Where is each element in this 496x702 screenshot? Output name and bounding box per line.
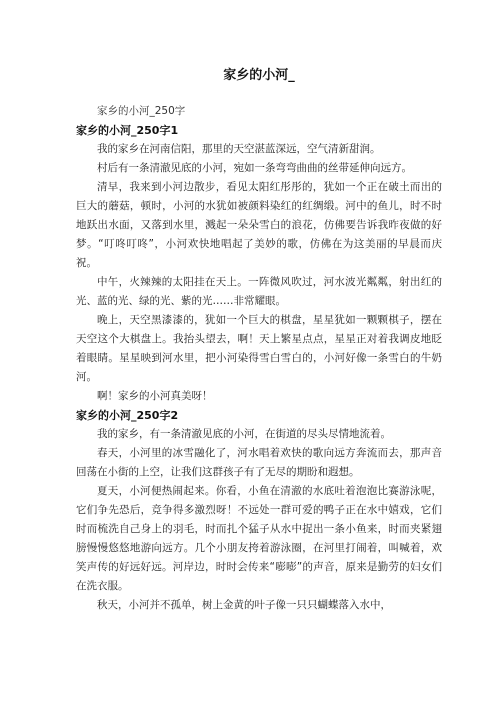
paragraph: 村后有一条清澈见底的小河，宛如一条弯弯曲曲的丝带延伸向远方。 xyxy=(97,162,412,174)
paragraph: 春天，小河里的冰雪融化了，河水唱着欢快的歌向远方奔流而去，那声音回荡在小街的上空，让我们这群孩子有了无尽的期盼和遐想。 xyxy=(76,447,442,478)
section-1 xyxy=(76,121,442,406)
paragraph: 秋天，小河并不孤单，树上金黄的叶子像一只只蝴蝶落入水中， xyxy=(97,599,391,611)
paragraph: 夏天，小河便热闹起来。你看，小鱼在清澈的水底吐着泡泡比赛游泳呢，它们争先恐后，竞争得多激烈呀！不远处一群可爱的鸭子正在水中嬉戏，它们时而梳洗自己身上的羽毛，时而扎个猛子从水中捉出一条小鱼来，时而夹紧翅膀慢慢悠悠地游向远方。几个小朋友挎着游泳圈，在河里打闹着，叫喊着，欢笑声传的好远好远。河岸边，时时会传来“嘭嘭”的声音，原来是勤劳的妇女们在洗衣服。 xyxy=(76,485,442,592)
document-title: 家乡的小河_ xyxy=(223,68,295,83)
document-subtitle: 家乡的小河_250字 xyxy=(97,105,186,117)
section-2 xyxy=(76,406,442,615)
paragraph: 我的家乡，有一条清澈见底的小河，在街道的尽头尽情地流着。 xyxy=(97,428,391,440)
paragraph: 啊！家乡的小河真美呀！ xyxy=(97,390,213,402)
paragraph: 晚上，天空黑漆漆的，犹如一个巨大的棋盘，星星犹如一颗颗棋子，摆在天空这个大棋盘上。我抬头望去，啊！天上繁星点点，星星正对着我调皮地眨着眼睛。星星映到河水里，把小河染得雪白雪白的，小河好像一条雪白的牛奶河。 xyxy=(76,314,442,383)
paragraph: 我的家乡在河南信阳，那里的天空湛蓝深远，空气清新甜润。 xyxy=(97,143,381,155)
section-heading: 家乡的小河_250字1 xyxy=(76,124,179,137)
section-heading: 家乡的小河_250字2 xyxy=(76,409,179,422)
paragraph: 清早，我来到小河边散步，看见太阳红彤彤的，犹如一个正在破土而出的巨大的蘑菇，顿时，小河的水犹如被颜料染红的红绸缎。河中的鱼儿，时不时地跃出水面，又落到水里，溅起一朵朵雪白的浪花，仿佛要告诉我昨夜做的好梦。“叮咚叮咚”，小河欢快地唱起了美妙的歌，仿佛在为这美丽的早晨而庆祝。 xyxy=(76,181,442,269)
paragraph: 中午，火辣辣的太阳挂在天上。一阵微风吹过，河水波光粼粼，射出红的光、蓝的光、绿的光、紫的光……非常耀眼。 xyxy=(76,276,442,307)
